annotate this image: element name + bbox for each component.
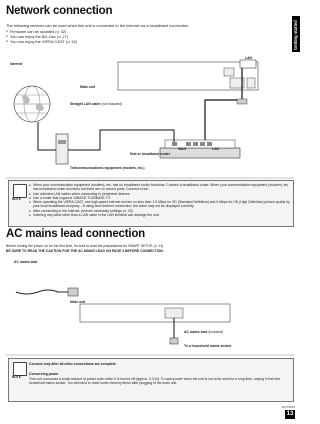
lan-label: LAN (212, 147, 219, 151)
main-unit-label: Main unit (80, 85, 95, 89)
list-item: ● Use shielded LAN cables when connecting to peripheral devices. (29, 192, 291, 196)
note-label: NOTE (12, 375, 21, 379)
section-tab-label: Getting started (293, 20, 298, 50)
note-list (29, 183, 291, 217)
ac-intro: Before turning the power on for the first time, be sure to read the preparations for SMART SETUP. (⇨ 14) (6, 244, 164, 248)
ac-caution: BE SURE TO READ THE CAUTION FOR THE AC MAINS LEAD ON PAGE 3 BEFORE CONNECTION. (6, 249, 164, 253)
main-unit-ac (80, 304, 230, 344)
page-number: 13 (286, 411, 294, 417)
list-item: ● You can enjoy the BD-Live (⇨ 27) (6, 34, 206, 39)
straight-cable-label: Straight LAN cable (not included) (70, 102, 122, 106)
list-item: ● When your communication equipment (modem), etc. has no broadband router functions: Connect a broadband router. When your communication equipment (modem), etc. has broadband router functions but there are no vacant ports: Connect a hub. (29, 183, 291, 192)
note-box (8, 180, 294, 227)
doc-code: RQT9615 (281, 405, 295, 409)
list-item: ● After connecting to the Internet, perform necessary settings (⇨ 33) (29, 209, 291, 213)
ac-lead-included-label: AC mains lead (included) (184, 330, 224, 334)
conserving-text: This unit consumes a small amount of power even when it is turned off (approx. 0.3 W). To save power when the unit is not to be used for a long time, unplug it from the household mains socket. You will need to reset some memory items after plugging in the main unit. (29, 377, 281, 386)
list-item: ● You can enjoy the VIERA CAST (⇨ 32) (6, 39, 206, 44)
note-label: NOTE (12, 197, 21, 201)
intro-text: The following services can be used when this unit is connected to the internet via a broadband connection. (6, 23, 190, 28)
router (160, 140, 240, 158)
note-box (8, 358, 294, 402)
hub-label: Hub or broadband router (130, 152, 171, 156)
page-title: Network connection (6, 5, 113, 17)
globe-icon (14, 86, 50, 122)
wan-label: WAN (178, 147, 186, 151)
list-item: ● When operating the VIERA CAST, use high-speed internet service no less than 1.5 Mbps for SD (Standard Definition) and 6 Mbps for HD (High Definition) picture quality by your local broadband company. –If using slow Internet connection, the video may not be displayed correctly. (29, 200, 291, 209)
main-unit (118, 60, 258, 90)
ac-main-unit-label: Main unit (70, 300, 85, 304)
list-item: ● Inserting any cable other than a LAN cable in the LAN terminal can damage the unit. (29, 213, 291, 217)
telecom-label: Telecommunications equipment (modem, etc.) (70, 166, 145, 170)
conserving-title: Conserving power (29, 372, 59, 376)
lan-port-label: LAN (245, 56, 252, 60)
internet-label: Internet (10, 62, 23, 66)
list-item: ● Use a router that supports 10BASE-T/100BASE-TX. (29, 196, 291, 200)
section-title: AC mains lead connection (6, 228, 145, 240)
note-icon (13, 184, 27, 198)
modem (56, 134, 68, 164)
list-item: ● Firmware can be updated (⇨ 32) (6, 29, 206, 34)
socket-label: To a household mains socket (184, 344, 232, 348)
ac-lead-label: AC mains lead (14, 260, 38, 264)
connect-only-text: Connect only after all other connections are complete. (29, 362, 117, 366)
ac-lead-illustration (16, 288, 78, 296)
note-icon (13, 362, 27, 376)
